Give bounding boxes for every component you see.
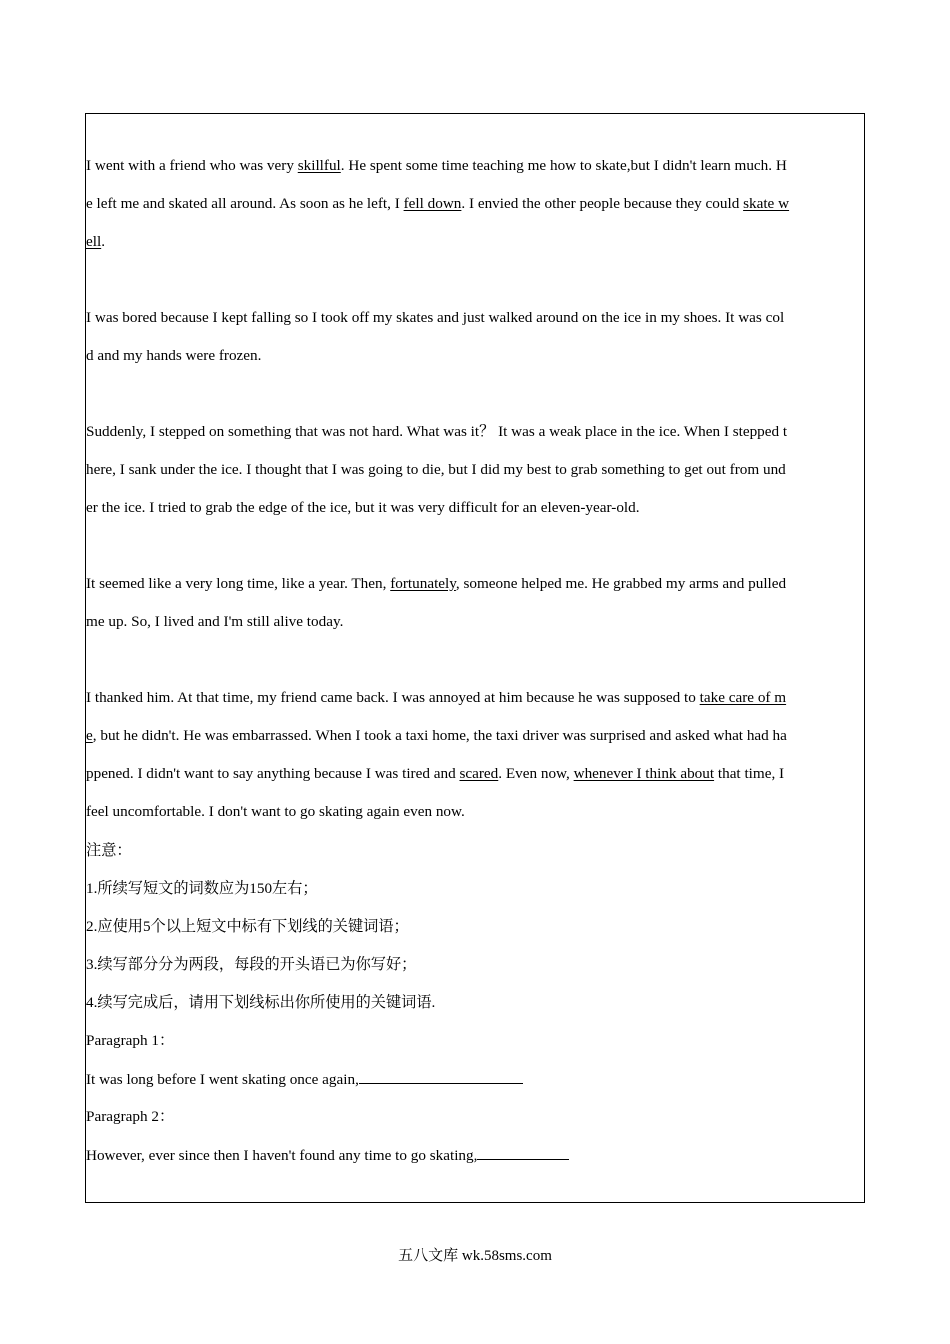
footer-watermark: 五八文库 wk.58sms.com	[398, 1248, 552, 1264]
passage-line: It seemed like a very long time, like a year. Then, fortunately, someone helped me. He grabbed my arms and pulled	[86, 575, 787, 592]
key-phrase: scared	[459, 765, 499, 782]
passage-line: d and my hands were frozen.	[86, 347, 262, 364]
note-item: 4.续写完成后，请用下划线标出你所使用的关键词语.	[86, 994, 436, 1011]
key-phrase: whenever I think about	[573, 765, 715, 782]
key-phrase: skillful	[297, 157, 341, 174]
passage-line: ell.	[86, 233, 105, 250]
key-phrase: take care of m	[699, 689, 787, 706]
note-item: 1.所续写短文的词数应为150左右；	[86, 880, 318, 897]
key-phrase: fortunately	[390, 575, 456, 592]
paragraph-2-label: Paragraph 2：	[86, 1108, 175, 1125]
notes-title: 注意：	[86, 842, 132, 859]
key-phrase: ell	[86, 233, 102, 250]
passage-line: Suddenly, I stepped on something that was not hard. What was it？ It was a weak place in the ice. When I stepped t	[86, 423, 788, 440]
passage-line: ppened. I didn't want to say anything because I was tired and scared. Even now, whenever I think about that time, I	[86, 765, 785, 782]
note-item: 3.续写部分分为两段，每段的开头语已为你写好；	[86, 956, 417, 973]
passage-line: er the ice. I tried to grab the edge of the ice, but it was very difficult for an eleven-year-old.	[86, 499, 640, 516]
paragraph-1-label: Paragraph 1：	[86, 1032, 175, 1049]
passage-line: me up. So, I lived and I'm still alive today.	[86, 613, 344, 630]
answer-blank[interactable]	[477, 1145, 569, 1160]
passage-line: e, but he didn't. He was embarrassed. When I took a taxi home, the taxi driver was surprised and asked what had ha	[86, 727, 787, 744]
paragraph-1-start: It was long before I went skating once again,	[86, 1069, 866, 1090]
passage-line: feel uncomfortable. I don't want to go skating again even now.	[86, 803, 465, 820]
paragraph-2-start: However, ever since then I haven't found any time to go skating,	[86, 1145, 866, 1166]
passage-line: I was bored because I kept falling so I took off my skates and just walked around on the ice in my shoes. It was col	[86, 309, 785, 326]
passage-line: I thanked him. At that time, my friend came back. I was annoyed at him because he was supposed to take care of m	[86, 689, 787, 706]
key-phrase: e	[86, 727, 93, 744]
answer-blank[interactable]	[359, 1069, 523, 1084]
key-phrase: skate w	[743, 195, 790, 212]
note-item: 2.应使用5个以上短文中标有下划线的关键词语；	[86, 918, 409, 935]
passage-line: I went with a friend who was very skillful. He spent some time teaching me how to skate,but I didn't learn much. H	[86, 157, 787, 174]
key-phrase: fell down	[403, 195, 462, 212]
passage-line: here, I sank under the ice. I thought that I was going to die, but I did my best to grab something to get out from und	[86, 461, 786, 478]
passage-line: e left me and skated all around. As soon as he left, I fell down. I envied the other people because they could skate w	[86, 195, 790, 212]
